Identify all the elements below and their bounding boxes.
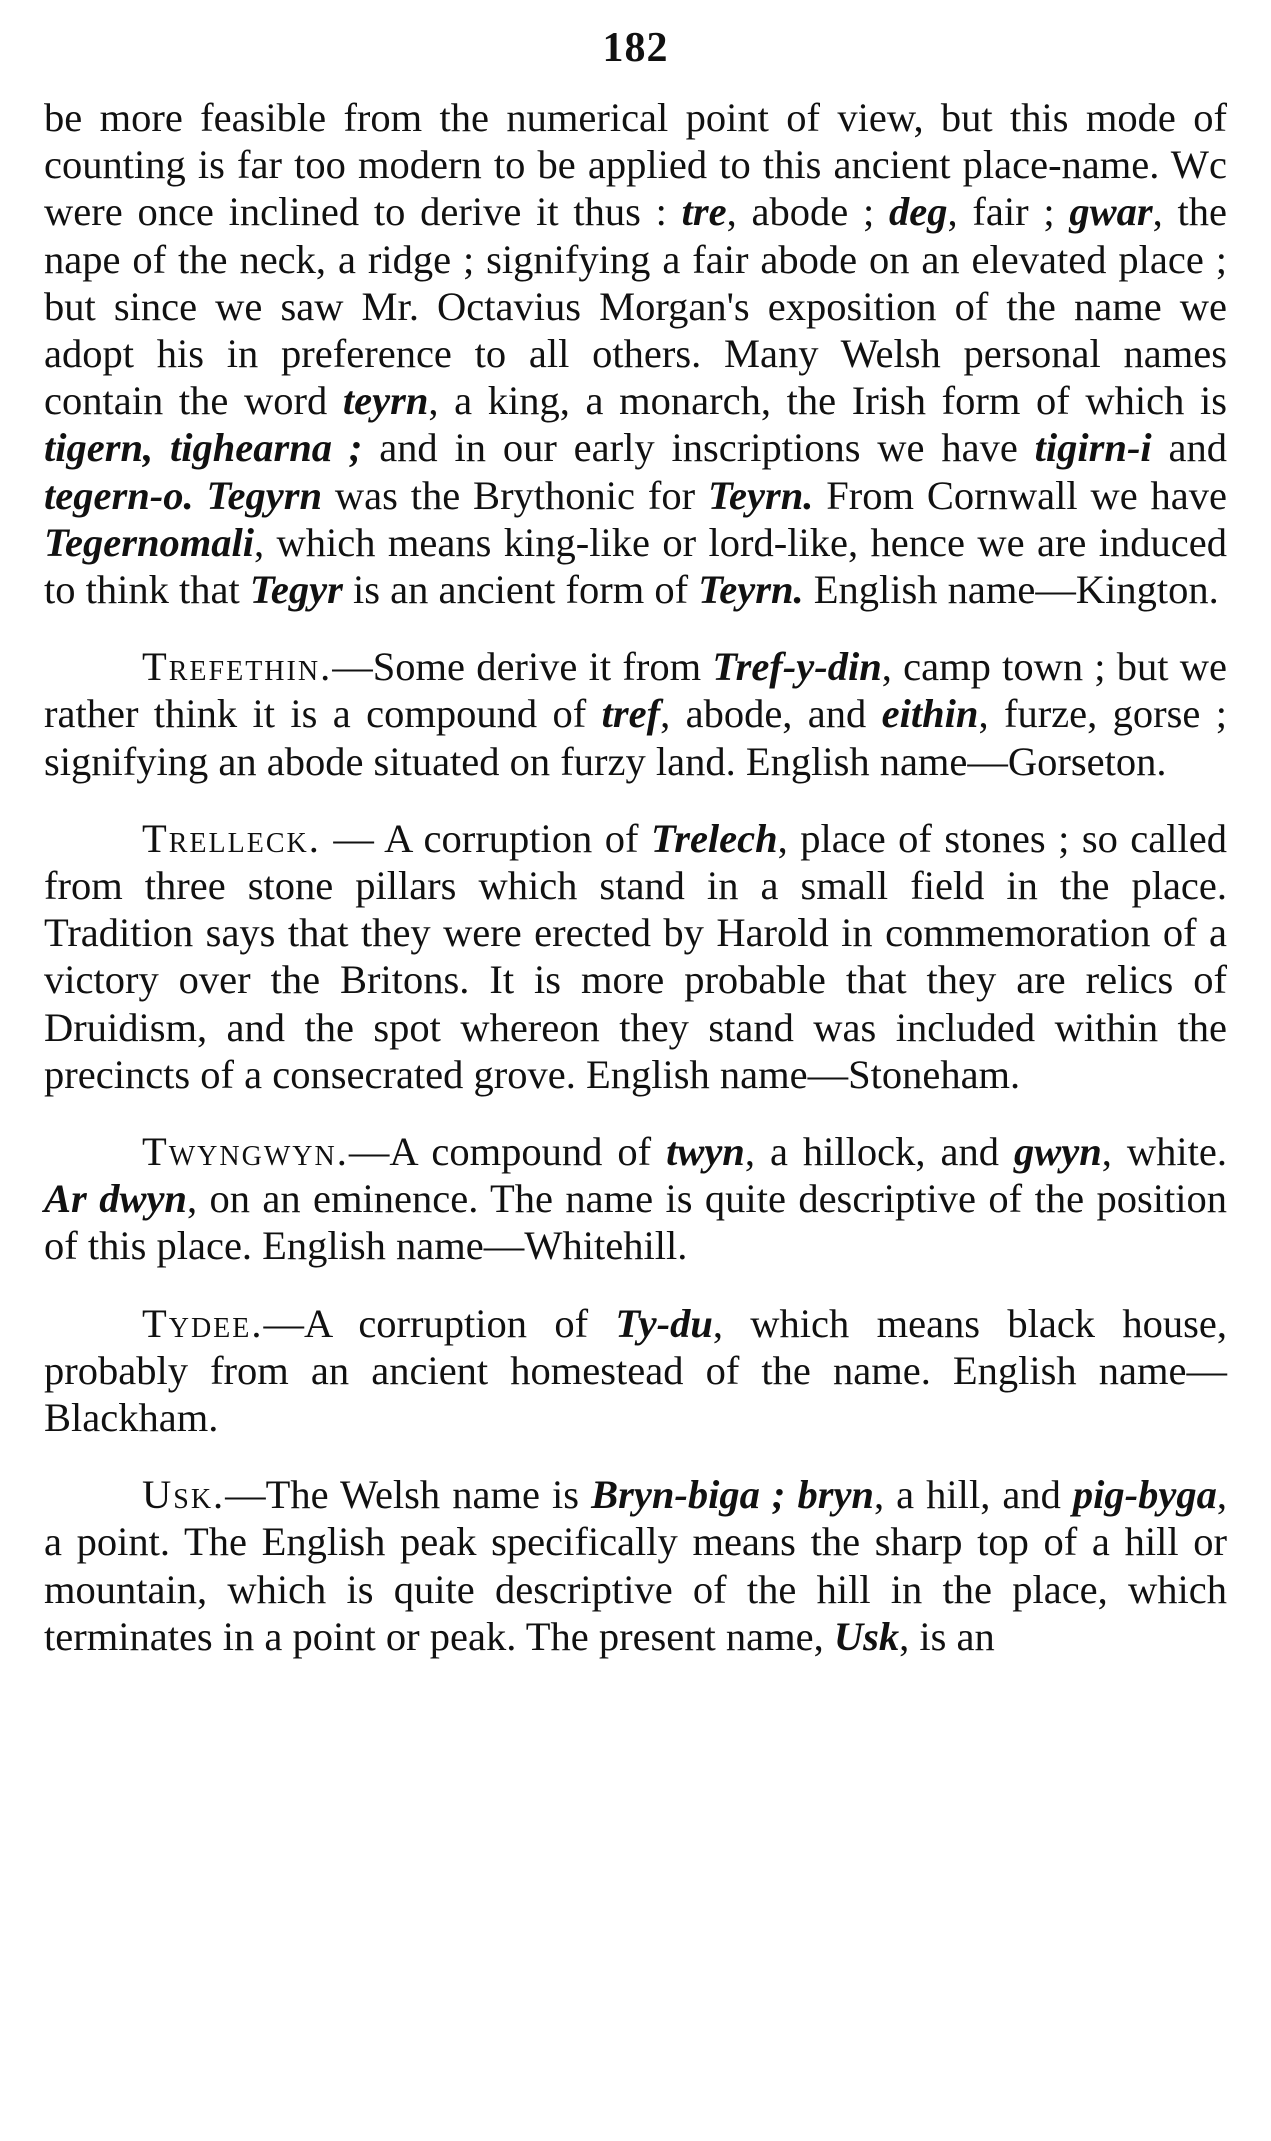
italic-term: gwar [1069, 189, 1153, 235]
text-run: , is an [899, 1613, 995, 1659]
text-run: , fair ; [947, 189, 1070, 235]
entry-heading: Trefethin. [142, 644, 333, 690]
entry-heading: Trelleck. [142, 815, 321, 861]
italic-term: Tref-y-din [712, 644, 882, 690]
italic-term: deg [889, 189, 948, 235]
italic-term: Tegyr [249, 567, 343, 613]
text-run: is an ancient form of [342, 567, 699, 613]
text-run: , a hillock, and [744, 1129, 1015, 1175]
text-run [194, 473, 207, 518]
text-run: be more feasible from the numerical point of view, but this mode of counting is far too modern to be applied to this ancient place-name. Wc were once inclined to derive it thus : [44, 95, 1227, 235]
text-run: , the nape of the neck, a ridge ; signifying a fair abode on an elevated place ; but since we saw Mr. Octavius Morgan's exposition of the name we adopt his in preference to all others. Many Welsh personal names contain the word [44, 189, 1227, 424]
italic-term: tre [681, 189, 727, 235]
text-run: English name—Kington. [803, 567, 1219, 613]
text-run: , camp town ; but we rather think it is a compound of [44, 644, 1227, 737]
text-run: —A corruption of [263, 1300, 616, 1346]
italic-term: tigern, tighearna ; [44, 425, 363, 471]
book-page [44, 22, 1227, 1660]
text-run: From Cornwall we have [813, 472, 1228, 518]
text-run: , abode ; [726, 189, 889, 235]
italic-term: Teyrn. [708, 472, 814, 518]
text-run: was the Brythonic for [322, 472, 708, 518]
entry-heading: Tydee. [142, 1300, 264, 1346]
text-run: , furze, gorse ; signifying an abode situated on furzy land. English name—Gorseton. [44, 691, 1228, 784]
entry-paragraph [44, 1128, 1227, 1270]
entry-paragraph [44, 1300, 1227, 1442]
entries-list [44, 643, 1227, 1660]
italic-term: twyn [666, 1129, 745, 1175]
italic-term: Teyrn. [698, 567, 804, 613]
text-run: , place of stones ; so called from three stone pillars which stand in a small field in the place. Tradition says that they were erected by Harold in commemoration of a victory over the Britons. It is more probable that they are relics of Druidism, and the spot whereon they stand was included within the precincts of a consecrated grove. English name—Stoneham. [44, 815, 1227, 1097]
italic-term: tref [601, 691, 661, 737]
italic-term: Usk [833, 1613, 900, 1659]
text-run: and in our early inscriptions we have [362, 425, 1035, 471]
text-run: — A corruption of [320, 815, 651, 861]
page-number: 182 [602, 25, 669, 71]
italic-term: Bryn-biga ; bryn [591, 1472, 874, 1518]
intro-paragraph [44, 94, 1227, 613]
entry-paragraph [44, 815, 1227, 1098]
italic-term: Tegernomali [44, 519, 255, 565]
text-run: —The Welsh name is [225, 1472, 592, 1518]
entry-heading: Twyngwyn. [142, 1129, 349, 1175]
text-run: , a king, a monarch, the Irish form of which is [428, 378, 1227, 424]
text-run: , which means king-like or lord-like, hence we are induced to think that [44, 519, 1227, 613]
text-run: —A compound of [348, 1129, 667, 1175]
italic-term: pig-byga [1072, 1472, 1217, 1518]
italic-term: Tegyrn [206, 472, 322, 518]
text-run: , which means black house, probably from an ancient homestead of the name. English name—Blackham. [44, 1300, 1227, 1441]
entry-heading: Usk. [142, 1472, 226, 1518]
italic-term: teyrn [342, 378, 429, 424]
text-run: and [1151, 425, 1228, 471]
entry-paragraph [44, 1471, 1227, 1660]
italic-term: Trelech [650, 815, 778, 861]
text-run: , a point. The English peak specifically means the sharp top of a hill or mountain, which is quite descriptive of the hill in the place, which terminates in a point or peak. The present name, [44, 1472, 1228, 1659]
italic-term: Ar dwyn [44, 1176, 187, 1222]
italic-term: Ty-du [615, 1300, 713, 1346]
text-run: —Some derive it from [332, 644, 713, 690]
text-run: , abode, and [660, 691, 882, 737]
text-run: , a hill, and [873, 1472, 1073, 1518]
italic-term: tegern-o. [44, 472, 194, 518]
entry-paragraph [44, 643, 1227, 785]
text-run: , on an eminence. The name is quite descriptive of the position of this place. English name—Whitehill. [44, 1176, 1227, 1269]
italic-term: tigirn-i [1034, 425, 1152, 471]
text-run: , white. [1101, 1129, 1228, 1175]
italic-term: gwyn [1014, 1129, 1102, 1175]
italic-term: eithin [881, 691, 979, 737]
